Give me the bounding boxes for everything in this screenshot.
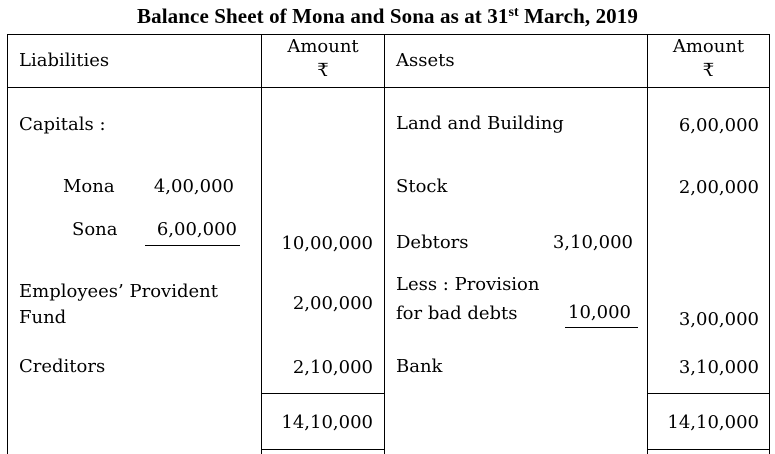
debtors-label: Debtors [396,232,469,253]
liab-total-top-rule [261,393,385,394]
header-asset-amount: Amount [672,36,745,57]
header-asset-currency: ₹ [702,60,715,81]
asset-total-bottom-rule [647,449,770,450]
net-debtors-amount: 3,00,000 [678,309,759,330]
table-right-border [769,34,770,454]
liab-amount-right-border [384,34,385,454]
title-superscript: st [508,5,519,20]
title-main: Balance Sheet of Mona and Sona as at 31 [137,4,509,28]
liabilities-total: 14,10,000 [281,412,373,433]
stock-label: Stock [396,176,448,197]
header-liab-currency: ₹ [317,60,329,81]
table-top-border [7,34,770,35]
provision-label-line1: Less : Provision [396,274,540,295]
land-amount: 6,00,000 [678,115,759,136]
asset-amount-left-border [647,34,648,454]
creditors-amount: 2,10,000 [292,357,373,378]
sona-underline [145,245,240,246]
header-bottom-border [7,87,770,88]
header-liabilities: Liabilities [19,50,110,71]
header-assets: Assets [396,50,455,71]
epf-label-line1: Employees’ Provident [19,281,218,302]
title-tail: March, 2019 [518,4,638,28]
provision-label-line2: for bad debts [396,303,518,324]
bank-label: Bank [396,356,443,377]
capitals-label: Capitals : [19,114,106,135]
stock-amount: 2,00,000 [678,177,759,198]
bank-amount: 3,10,000 [678,357,759,378]
debtors-value: 3,10,000 [552,232,633,253]
assets-total: 14,10,000 [667,412,759,433]
liab-total-bottom-rule [261,449,385,450]
sona-value: 6,00,000 [156,219,237,240]
header-liab-amount: Amount [287,36,359,57]
epf-amount: 2,00,000 [292,293,373,314]
mona-label: Mona [63,176,115,197]
provision-value: 10,000 [568,302,631,323]
provision-underline [565,327,638,328]
sona-label: Sona [72,219,118,240]
creditors-label: Creditors [19,356,106,377]
mona-value: 4,00,000 [153,176,234,197]
land-label: Land and Building [396,113,564,134]
epf-label-line2: Fund [19,307,67,328]
asset-total-top-rule [647,393,770,394]
table-left-border [7,34,8,454]
capitals-total: 10,00,000 [281,233,373,254]
